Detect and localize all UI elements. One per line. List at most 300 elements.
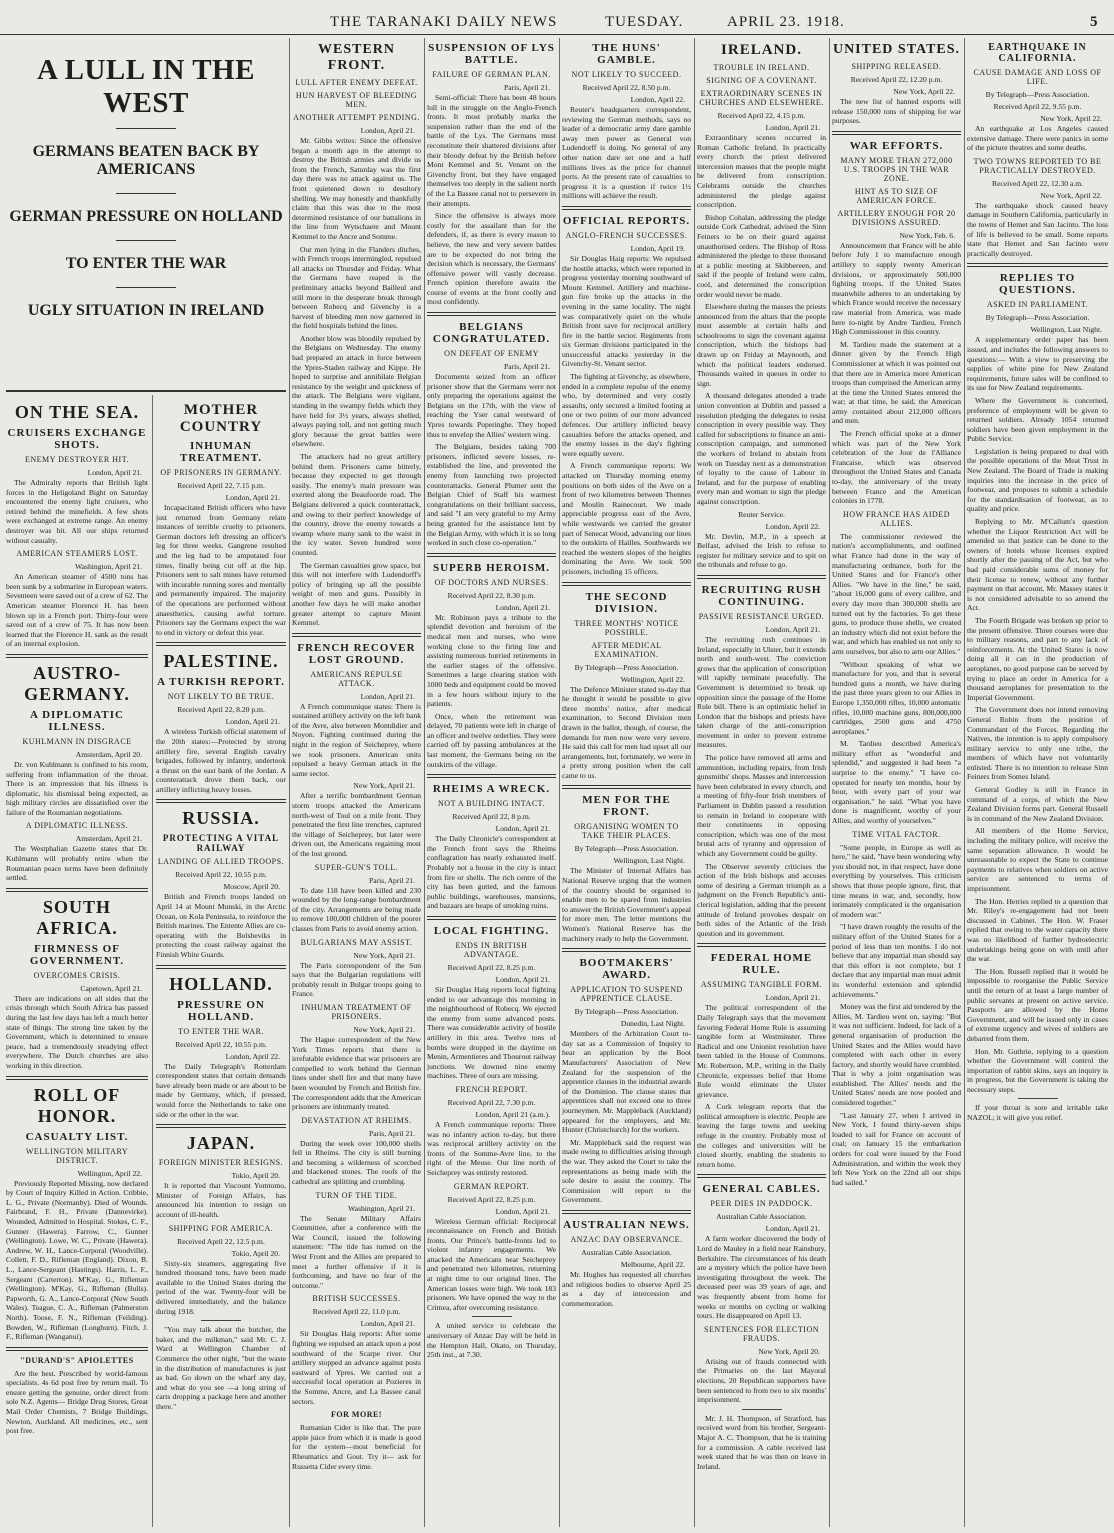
article-body: Announcement that France will be able before July 1 to manufacture enough artillery to supply twenty American divisions, or approximately 500,000 fighting troops, if the United States meanwhile adheres to an undertaking by which France would receive the necessary raw material from America, was made here to-night by Andre Tardieu, French High Commissioner in this country.: [832, 240, 961, 337]
section-heading: MOTHER COUNTRY: [179, 402, 263, 435]
divider: [156, 965, 286, 969]
dateline: London, April 21.: [360, 1319, 415, 1329]
divider: [6, 1347, 148, 1351]
article-heading: OFFICIAL REPORTS.: [562, 214, 691, 227]
article-subheading: FAILURE OF GERMAN PLAN.: [432, 70, 551, 79]
article-subheading: NOT LIKELY TO BE TRUE.: [167, 692, 275, 702]
divider: [742, 1409, 782, 1410]
column-rule: [559, 38, 560, 1527]
article-body: Another blow was bloodily repulsed by the Belgians on Wednesday. The enemy had prepared an attack in force between the Ypres-Staden railway and Kippe. He hoped to surprise and annihilate Belgian resistance by the weight and quickness of the attack. The Belgians were vigilant, standing in the swampy fields which they have held for 3½ years, always shelled, always paying toll, and not getting much glory because the great battles were elsewhere.: [292, 333, 421, 449]
article-subheading: ANGLO-FRENCH SUCCESSES.: [565, 230, 688, 240]
article-subheading: OVERCOMES CRISIS.: [33, 970, 121, 980]
article-body: Arising out of frauds connected with the Primaries on the last Mayoral elections, 20 Republican supporters have been sentenced to from two to six months' imprisonment.: [697, 1356, 826, 1405]
column-3: [292, 38, 421, 1527]
article-subheading: ANOTHER ATTEMPT PENDING.: [293, 113, 420, 122]
dateline: Wellington, Last Night.: [1030, 325, 1102, 335]
article-subheading: INHUMAN TREATMENT OF PRISONERS.: [301, 1002, 412, 1021]
article-heading: PROTECTING A VITAL RAILWAY: [162, 833, 280, 854]
dateline: London, April 21.: [495, 602, 550, 612]
article-body: The commissioner reviewed the nation's accomplishments, and outlined what France had done in the way of manufacturing ordnance, both for the United States and for France's other Allies. "We have in the line," he said, "about 16,000 guns of every calibre, and every day more than 300,000 shells are turned out by the factories. To get these guns, to produce those shells, we created an industry which did not exist before the war, and which has enabled us not only to arm ourselves, but also to arm our Allies.": [832, 531, 961, 656]
section-heading: ROLL OF HONOR.: [33, 1084, 121, 1126]
section-heading: WESTERN FRONT.: [317, 42, 396, 73]
article-heading: FIRMNESS OF GOVERNMENT.: [29, 942, 125, 967]
article-body: An American steamer of 4500 tons has been sunk by a submarine in European waters. Seventeen were saved out of a crew of 62. The American steamer Florence H. has been blown up in a French port. Thirty-four were saved out of a crew of 75. It has now been learned that the Florence H. sank as the result of an internal explosion.: [6, 572, 148, 649]
article-body: The Daily Chronicle's correspondent at the French front says the Rheims conflagration has nearly exhausted itself. Probably not a house in the city is intact from fire or shells. The rich centre of the city has been gutted, and the famous public buildings, warehouses, mansions, and bazaars are heaps of smoking ruins.: [427, 834, 556, 911]
divider: [562, 582, 691, 586]
divider: [427, 774, 556, 778]
article-subheading: SUPER-GUN'S TOLL.: [314, 862, 399, 872]
masthead-title: THE TARANAKI DAILY NEWS: [330, 14, 558, 30]
divider: [116, 193, 176, 194]
dateline: Washington, April 21.: [348, 1203, 415, 1213]
article-body: Sir Douglas Haig reports local fighting ended to our advantage this morning in the neighbourhood of Robecq. We ejected the enemy from some advanced posts. There was considerable activity of hostile artillery in this area. Twelve tons of bombs were dropped in the daytime on Menin, Armentieres and Thourout railway junctions. We downed nine enemy machines. Three of ours are missing.: [427, 985, 556, 1081]
dateline: New York, April 21.: [353, 1024, 415, 1034]
column-rule: [152, 395, 153, 1527]
dateline: New York, April 20.: [758, 1346, 820, 1356]
article-heading: THE HUNS' GAMBLE.: [592, 42, 661, 66]
received-time: Received April 22, 8.25 p.m.: [447, 963, 536, 972]
article-subheading: GERMAN REPORT.: [453, 1181, 530, 1191]
article-subheading: TWO TOWNS REPORTED TO BE PRACTICALLY DESTROYED.: [973, 156, 1102, 175]
column-rule: [289, 38, 290, 1527]
article-body: Documents seized from an officer prisoner show that the Germans were not only preparing the operations against the Belgians on the 17th, with the view of reaching the Yser canal westward of Ypres towards Poperinghe. They hoped thus to envelop the Allies' western wing.: [427, 372, 556, 439]
section-heading: HOLLAND.: [169, 973, 273, 994]
article-body: Mr. Hughes has requested all churches and religious bodies to observe April 25 as a day of intercession and commemoration.: [562, 1269, 691, 1308]
article-heading: WAR EFFORTS.: [849, 139, 944, 152]
dateline: New York, April 22.: [893, 87, 955, 96]
article-subheading: TIME VITAL FACTOR.: [852, 829, 941, 839]
article-body: Previously Reported Missing, now declared by Court of Inquiry Killed in Action. Cribbie, L. G., Private (Normanby). Died of Wounds. Fairbrand, F. H., Private (Dannevirke). Wounded, Admitted to Hospital. Stokes, C. F., Gunner (Hawera). Farrow, C., Gunner (Wellington). Lowe, W. C., Private (Hawera). Andrew, W. H., Lance-Corporal (Woodville). Collett, F. D., Rifleman (England). Dixon, B. L., Lance-Sergeant (Hastings). Harris, L. F., Sergeant (Carterton). M'Kay, G., Rifleman (Wellington). M'Kay, G., Rifleman (Bulls). Papworth, G. A., Lance-Corporal (New South Wales). Teague, C. A., Rifleman (Palmerston North). Toose, F. N., Rifleman (Feilding). Bowden, W., Rifleman (Longburn). Fitch, J. F., Rifleman (Wanganui).: [6, 1178, 148, 1342]
article-body: British and French troops landed on April 14 at Mount Munski, in the Arctic Ocean, on Kola Peninsula, to reinforce the British marines. The Entente Allies are co-operating with the Bolsheviks in protecting the coast railway against the Finnish White Guards.: [156, 892, 286, 960]
dateline: London, April 21.: [360, 126, 415, 135]
article-heading: GENERAL CABLES.: [702, 1183, 821, 1196]
article-body: The Government does not intend removing General Robin from the position of Commandant of the Forces. Regarding the Natives, the intention is to apply compulsory military service to only one tribe, the members of which have not voluntarily enlisted. There is no intention to release Sinn Feiners from Somes Island.: [967, 705, 1108, 782]
article-heading: THE SECOND DIVISION.: [585, 590, 668, 615]
column-6: [697, 38, 826, 1527]
article-body: A French communique reports: There was no infantry action to-day, but there was reciprocal artillery activity on the fronts of the Somme-Avre line, to the right of the Meuse. Our line north of Seicheprey was entirely restored.: [427, 1119, 556, 1177]
divider: [116, 287, 176, 288]
received-time: Received April 22, 11.0 p.m.: [312, 1307, 401, 1317]
divider: [967, 263, 1108, 267]
article-heading: BELGIANS CONGRATULATED.: [432, 321, 551, 346]
divider: [697, 943, 826, 947]
advertisement-body: Rumanian Cider is like that. The pure apple juice from which it is made is good for the system—most beneficial for Rheumatics and Gout. Try it— ask for Russetta Cider every time.: [292, 1423, 421, 1471]
advertisement-body: Are the best. Prescribed by world-famous specialists. 4s 6d post free by return mail. To ensure getting the genuine, order direct from sole N.Z. Agents— Bridge Drug Stores, Great Mail Order Chemists, 7 Bridge Buildings, Newton, Auckland. All medicines, etc., sent post free.: [6, 1368, 148, 1436]
article-body: Mr. Robinson pays a tribute to the splendid devotion and heroism of the medical men and nurses, who were working close to the firing line and assisting numerous hurried retirements in the earlier stages of the offensive. Sometimes a large clearing station with 1000 beds and equipment could be moved in a few hours without injury to the patients.: [427, 612, 556, 709]
article-body: Once, when the retirement was delayed, 70 patients were left in charge of an officer and twelve orderlies. They were carried off by passing ambulances at the last moment, the Germans being on the outskirts of the village.: [427, 711, 556, 769]
article-body: To date 118 have been killed and 230 wounded by the long-range bombardment of the city. Arrangements are being made to remove 100,000 children of the poorer classes from Paris to avoid enemy action.: [292, 885, 421, 933]
article-body: It is reported that Viscount Yomtomo, Minister of Foreign Affairs, has announced his intention to resign on account of ill-health.: [156, 1181, 286, 1219]
dateline: Dunedin, Last Night.: [620, 1019, 685, 1029]
article-subheading: SHIPPING RELEASED.: [851, 62, 942, 71]
dateline: Washington, April 21.: [75, 562, 142, 572]
article-subheading: SIGNING OF A COVENANT.: [706, 76, 817, 85]
article-body: "I have drawn roughly the results of the military effort of the United States for a period of less than ten months. I do not believe that any impartial man should say that this effort is not complete, but I declare that any impartial man must admit its wonderful extension and splendid achievements.": [832, 922, 961, 999]
article-subheading: MANY MORE THAN 272,000 U.S. TROOPS IN THE WAR ZONE.: [840, 155, 953, 183]
column-1: [6, 398, 148, 1527]
column-4: [427, 38, 556, 1527]
dateline: New York, Feb. 6.: [899, 230, 955, 240]
section-heading: ON THE SEA.: [14, 402, 140, 422]
section-heading: IRELAND.: [721, 42, 802, 58]
article-body: Mr. Devlin, M.P., in a speech at Belfast, advised the Irish to refuse to register for military service and to spit on the tribunals and refuse to go.: [697, 531, 826, 570]
divider: [292, 633, 421, 637]
dateline: Amsterdam, April 21.: [75, 834, 142, 844]
advertisement-heading: FOR MORE!: [331, 1410, 382, 1420]
article-heading: PRESSURE ON HOLLAND.: [177, 998, 265, 1023]
divider: [6, 654, 148, 658]
article-subheading: AFTER MEDICAL EXAMINATION.: [591, 640, 662, 659]
divider: [697, 1174, 826, 1178]
advertisement-heading: "DURAND'S" APIOLETTES: [20, 1355, 134, 1365]
lede-subhead: GERMAN PRESSURE ON HOLLAND: [9, 208, 283, 225]
article-body: The Minister of Internal Affairs has National Reserve urging that the women of the country should be organised to enable men to be spared from industries to answer the British Government's appeal for more men. The letter mentions the Women's National Reserve has the machinery ready to help the Government.: [562, 866, 691, 943]
masthead: [0, 0, 1114, 35]
column-7: [832, 38, 961, 1527]
article-body: During the week over 100,000 shells fell in Rheims. The city is still burning and becoming a wilderness of scorched and blackened stones. The roofs of the cathedral are splitting and crumbling.: [292, 1138, 421, 1187]
received-time: Received April 22, 10.55 p.m.: [175, 1039, 267, 1049]
divider: [427, 916, 556, 920]
article-body: Reuter's headquarters correspondent, reviewing the German methods, says no leader of a democratic army dare gamble away men power as General von Ludendorff is doing. No general of any other nation dare set one and a half millions lives as the price for channel ports. At the present rate of casualties to progress it is a question if twice 1½ millions will achieve the result.: [562, 105, 691, 201]
dateline: London, April 19.: [630, 243, 685, 253]
divider: [562, 1210, 691, 1214]
received-time: Received April 22, 12.5 p.m.: [177, 1236, 265, 1246]
article-subheading: NOT A BUILDING INTACT.: [438, 799, 545, 809]
dateline: Paris, April 21.: [504, 362, 550, 372]
divider: [832, 131, 961, 135]
article-body: Mr. Mappleback said the request was made owing to difficulties arising through the war. They asked the Court to take the representations as being made with the sole desire to assist the country. The Commission will report to the Government.: [562, 1137, 691, 1205]
article-subheading: TO ENTER THE WAR.: [178, 1026, 264, 1036]
received-time: Received April 22, 7.15 p.m.: [177, 481, 265, 490]
article-heading: CRUISERS EXCHANGE SHOTS.: [7, 427, 147, 451]
dateline: Tokio, April 20.: [231, 1248, 280, 1258]
article-body: Incapacitated British officers who have just returned from Germany relate instances of terrible cruelty to prisoners. German doctors left dressing an officer's leg for three weeks. Gangrene resulted and the leg had to be amputated four times, finally being cut off at the hip. Prisoners sent to salt mines have returned with incurable running sores and mentally and permanently impaired. The majority of the operations are performed without anaesthetics, causing awful torture. Prisoners say the Germans expect the war to end in victory or defeat this year.: [156, 503, 286, 637]
article-heading: FEDERAL HOME RULE.: [710, 952, 813, 977]
article-subheading: OF PRISONERS IN GERMANY.: [160, 468, 282, 477]
article-body: The political correspondent of the Daily Telegraph says that the movement favoring Federal Home Rule is assuming tangible form at Westminster. Three Radical and one Unionist resolution have been tabled in the House of Commons. Mr. Robertson, M.P., writing in the Daily Chronicle, expresses belief that Home Rule would eliminate the Ulster grievance.: [697, 1003, 826, 1099]
dateline: London, April 21.: [765, 1224, 820, 1234]
byline: By Telegraph—Press Association.: [985, 313, 1090, 323]
dateline: London, April 21 (a.m.).: [475, 1109, 550, 1119]
byline: By Telegraph—Press Association.: [574, 1007, 679, 1017]
article-body: A Cork telegram reports that the political atmosphere is electric. People are leaving the large towns and seeking refuge in the country. Probably most of the colleges and universities will be closed shortly, enabling the students to return home.: [697, 1102, 826, 1169]
article-subheading: EXTRAORDINARY SCENES IN CHURCHES AND ELSEWHERE.: [699, 89, 824, 107]
article-body: The recruiting rush continues in Ireland, especially in Ulster, but it extends north and south-west. The conviction grows that the application of conscription will rapidly terminate peacefully. The Government is determined to break up opposition since the passage of the Home Rule bill. There is an optimistic belief in London that the bishops and priests have taken charge of the anti-conscription movement in order to prevent extreme measures.: [697, 634, 826, 750]
received-time: Received April 22, 8.20 p.m.: [177, 705, 265, 715]
divider: [116, 240, 176, 241]
article-subheading: ON DEFEAT OF ENEMY: [444, 349, 539, 359]
article-body: Semi-official: There has been 48 hours lull in the struggle on the Anglo-French fronts. It most probably marks the suspension rather than the end of the battle of the Lys. The Germans must reconstitute their shattered divisions after their bloody defeat by the British before Mont Kemmel and St. Venant on the Givenchy front, but they have engaged themselves too deeply in the salient north of the La Bassee canal not to persevere in their attempts.: [427, 93, 556, 208]
dateline: Paris, April 21.: [369, 875, 415, 885]
article-body: "You may talk about the butcher, the baker, and the milkman," said Mr. C. J. Ward at Wellington Chamber of Commerce the other night, "but the waste in the distribution of manufactures is just as bad. Go down on the wharf any day, and what do you see —a long string of carts dropping a package here and another there.": [156, 1325, 286, 1411]
divider: [6, 1076, 148, 1080]
article-subheading: BRITISH SUCCESSES.: [312, 1294, 401, 1304]
article-subheading: ORGANISING WOMEN TO TAKE THEIR PLACES.: [574, 822, 679, 841]
divider: [1018, 1098, 1058, 1099]
article-subheading: OF DOCTORS AND NURSES.: [434, 577, 549, 587]
divider: [562, 948, 691, 952]
article-body: The German casualties grow space, but this will not interfere with Ludendorff's policy of bringing up all the possible weight of men and guns. Possibly in another few days he will make another greater attempt to capture Mount Kemmel.: [292, 560, 421, 628]
dateline: London, April 22.: [630, 95, 685, 104]
article-heading: RECRUITING RUSH CONTINUING.: [701, 583, 822, 608]
divider: [156, 799, 286, 803]
section-heading: AUSTRO-GERMANY.: [24, 662, 130, 704]
received-time: Received April 22, 8.25 p.m.: [447, 1194, 536, 1204]
dateline: London, April 21.: [765, 993, 820, 1003]
divider: [201, 1320, 241, 1321]
article-heading: A DIPLOMATIC ILLNESS.: [30, 708, 124, 733]
article-heading: LULL AFTER ENEMY DEFEAT.: [295, 78, 418, 87]
dateline: Melbourne, April 22.: [620, 1259, 685, 1269]
dateline: New York, April 21.: [353, 781, 415, 791]
lede-headline: A LULL IN THE WEST: [37, 54, 255, 119]
article-body: Mr. J. H. Thompson, of Stratford, has received word from his brother, Sergeant-Major A. C. Thompson, that he is training for a commission. A cable received last week stated that he was then on leave in Ireland.: [697, 1413, 826, 1471]
article-body: The Hague correspondent of the New York Times reports that there is irrefutable evidence that war prisoners are compelled to work behind the German lines under shell fire and that many have been wounded by French and British fire. The correspondent adds that the American prisoners are inhumanly treated.: [292, 1034, 421, 1112]
article-heading: SUSPENSION OF LYS BATTLE.: [428, 42, 555, 66]
divider: [427, 553, 556, 557]
article-body: Bishop Cohalan, addressing the pledge outside Cork Cathedral, advised the Sinn Feiners to be on their guard against unauthorised orders. The Bishop of Ross administered the pledge to three thousand at a public meeting at Skibbereen, and said if the people of Ireland were calm, cool, and determined the conscription order would never be made.: [697, 212, 826, 299]
dateline: London, April 21.: [765, 624, 820, 634]
lede-bottom-rule: [6, 390, 286, 392]
dateline: London, April 21.: [225, 717, 280, 727]
article-heading: FRENCH RECOVER LOST GROUND.: [297, 641, 416, 666]
dateline: New York, April 21.: [353, 950, 415, 960]
article-subheading: AMERICANS REPULSE ATTACK.: [310, 669, 403, 688]
article-heading: CASUALTY LIST.: [25, 1130, 129, 1143]
article-body: The Hon. Russell replied that it would be impossible to reorganise the Public Service until the return of at least a large number of public servants at present on active service. Passports are allowed by the Home Government, and will be issued only in cases of extreme urgency and wives of soldiers are debarred from them.: [967, 966, 1108, 1043]
article-body: The Observer severely criticises the action of the Irish bishops and accuses some of desiring a German triumph as a judgment on the French Republic's anti-clerical legislation, adding that the present attitude of Ireland provokes despair on both sides of the Atlantic of the Irish question and its government.: [697, 861, 826, 938]
byline: By Telegraph—Press Association.: [574, 844, 679, 854]
article-body: A farm worker discovered the body of Lord de Mauley in a field near Rainsbury, Berkshire. The circumstances of his death are a mystery which the police have been investigating throughout the week. The deceased peer was 39 years of age, and was frequently absent from home for weeks or months on cycling or walking tours. He disappeared on April 13.: [697, 1234, 826, 1321]
article-body: An earthquake at Los Angeles caused extensive damage. There were panics in some of the picture theatres and some deaths.: [967, 124, 1108, 153]
article-subheading: ARTILLERY ENOUGH FOR 20 DIVISIONS ASSURED.: [837, 208, 956, 227]
article-body: The Admiralty reports that British light forces in the Heligoland Bight on Saturday encountered the enemy light cruisers, who retired behind the minefields. A few shots were exchanged at extreme range. An enemy destroyer was hit. All our ships returned without casualty.: [6, 478, 148, 545]
article-subheading: FOREIGN MINISTER RESIGNS.: [158, 1158, 284, 1168]
article-subheading: ENEMY DESTROYER HIT.: [25, 455, 129, 464]
article-subheading: APPLICATION TO SUSPEND APPRENTICE CLAUSE.: [570, 985, 683, 1004]
divider: [6, 888, 148, 892]
article-body: The Daily Telegraph's Rotterdam correspondent states that certain demands have already been made or are about to be made by Germany, which, if pressed, would force the Netherlands to take one side or the other in the war.: [156, 1061, 286, 1119]
dateline: London, April 21.: [495, 1206, 550, 1216]
article-body: Sir Douglas Haig reports: After some fighting we repulsed an attack upon a post southward of the Scarpe river. Our artillery stopped an advance against posts eastward of Ypres. We carried out a successful local operation at Pozieres in the Somme, Ancre, and La Bassee canal sectors.: [292, 1329, 421, 1406]
article-body: Members of the Arbitration Court to-day sat as a Commission of Inquiry to hear an application by the Boot Manufacturers' Association of New Zealand for the suspension of the apprentice clauses in the industrial awards of the Dominion. The clause states that apprentices shall not exceed one to three journeymen. Mr. Mappleback (Auckland) appeared for the employers, and Mr. Hunter (Christchurch) for the workers.: [562, 1029, 691, 1135]
article-subheading: NOT LIKELY TO SUCCEED.: [571, 70, 682, 79]
article-body: There are indications on all sides that the crisis through which South Africa has passed during the last few days has left a much better state of things. The strong line taken by the Government, which is determined to ensure peace, had a tremendously steadying effect everywhere. The Dutch churches are also working in this direction.: [6, 993, 148, 1070]
article-body: After a terrific bombardment German storm troops attacked the Americans north-west of Toul on a mile front. They penetrated the first line trenches, captured the village of Seicheprey, but later were driven out, the Americans regaining most of the lost ground.: [292, 791, 421, 858]
lede-block: [6, 38, 286, 388]
dateline: Capetown, April 21.: [80, 983, 142, 993]
article-body: "Some people, in Europe as well as here," he said, "have been wondering why you should not, in that respect, have done everything by yourselves. This criticism shows that those people ignore, first, that time means in war, and, secondly, how intimately complicated is the organisation of modern war.": [832, 842, 961, 919]
dateline: Tokio, April 20.: [231, 1171, 280, 1181]
divider: [697, 575, 826, 579]
divider: [472, 1316, 512, 1317]
article-heading: SUPERB HEROISM.: [432, 561, 551, 574]
dateline: London, April 21.: [495, 824, 550, 834]
section-heading: SOUTH AFRICA.: [36, 896, 118, 938]
article-subheading: ASKED IN PARLIAMENT.: [986, 300, 1089, 310]
article-subheading: FRENCH REPORT.: [455, 1084, 528, 1094]
lede-subhead: UGLY SITUATION IN IRELAND: [27, 302, 265, 319]
article-heading: INHUMAN TREATMENT.: [179, 440, 262, 464]
received-time: Received April 22, 12.30 a.m.: [991, 178, 1084, 188]
article-body: Money was the first aid tendered by the Allies, M. Tardieu went on, saying: "But it was not sufficient. Indeed, for lack of a general organisation of production the United States and the Allies would have completed with each other in every factory, and shortly would have crumbled. That is why a joint organisation was established. The Allies' needs and the United States' needs are now pooled and considered together.": [832, 1002, 961, 1108]
article-subheading: SENTENCES FOR ELECTION FRAUDS.: [704, 1324, 819, 1343]
article-body: The Westphalian Gazette states that Dr. Kuhlmann will probably retire when the Roumanian peace terms have been definitely settled.: [6, 844, 148, 883]
article-subheading: CAUSE DAMAGE AND LOSS OF LIFE.: [973, 68, 1102, 86]
dateline: London, April 21.: [360, 691, 415, 701]
article-body: A united service to celebrate the anniversary of Anzac Day will be held in the Hempton Hall, Okato, on Thursday, 25th inst., at 7.30.: [427, 1321, 556, 1360]
lede-subhead: GERMANS BEATEN BACK BY AMERICANS: [32, 143, 260, 178]
article-subheading: LANDING OF ALLIED TROOPS.: [157, 857, 285, 867]
divider: [562, 785, 691, 789]
dateline: Amsterdam, April 20.: [75, 749, 142, 759]
article-heading: A TURKISH REPORT.: [157, 676, 285, 689]
article-body: The police have removed all arms and ammunition, including repairs, from Irish gunsmiths' shops. Masses and intercession have been celebrated in every church, and a meeting of fifty-four Irish members of Parliament in Dublin passed a resolution to remain in Ireland to cooperate with their constituents in opposing conscription, which was one of the most brutal acts of tyranny and oppression of which any Government could be guilty.: [697, 753, 826, 858]
masthead-date: APRIL 23. 1918.: [727, 14, 845, 30]
article-subheading: PEER DIES IN PADDOCK.: [710, 1199, 813, 1209]
article-body: "Without speaking of what we manufacture for you, and that is several hundred guns a month, we have during the past three years given to our Allies in Europe 1,350,000 rifles, 10,000 automatic rifles, 10,000 machine guns, 800,000,000 cartridges, 2500 guns and 4750 aeroplanes.": [832, 659, 961, 736]
article-body: M. Tardieu described America's military effort as "wonderful and splendid," and suggested it had been "a surprise to the enemy." "I have co-operated for nearly ten months, hour by hour, with every part of your war organisation," he said. "What you have done is magnificent, worthy of your Allies, and worthy of yourselves.": [832, 739, 961, 826]
divider: [156, 642, 286, 646]
article-body: The Belgians, besides taking 700 prisoners, inflicted severe losses, re-established the line, and prevented the enemy from launching two projected counterattacks. General Plumer sent the Belgian Chief of Staff his warmest congratulations on their brilliant success, and said "I am very grateful to my Army being granted for the assistance lent by the Belgian Army, with which it is so long worked in such close co-operation.": [427, 442, 556, 548]
article-subheading: THREE MONTHS' NOTICE POSSIBLE.: [574, 618, 679, 637]
article-body: "Last January 27, when I arrived in New York, I found thirty-seven ships loaded to sail for France on account of coal; on January 15 the embarkation orders for coal were issued by the Food Administration, and within the week they left New York on the 22nd all our ships had sailed.": [832, 1110, 961, 1187]
dateline: Paris, April 21.: [504, 83, 550, 92]
article-body: Mr. Gibbs writes: Since the offensive began a month ago in the attempt to destroy the British armies and divide us from the French, Saturday was the first day there was no attack against us. The front quietened down to desultory shelling. We may honestly and thankfully claim that this was due to the most determined resistance of our battalions in the line from Wytschaete and Mount Kemmel to the Ancre and Somme.: [292, 136, 421, 241]
dateline: Paris, April 21.: [369, 1128, 415, 1138]
received-time: Received April 22, 7.30 p.m.: [447, 1097, 536, 1107]
article-body: A wireless Turkish official statement of the 20th states:—Protected by strong artillery fire, several English cavalry brigades, followed by infantry, undertook a thrust on the east bank of the Jordan. A counterattack drove them back, our artillery inflicting heavy losses.: [156, 727, 286, 794]
divider: [116, 128, 176, 129]
article-body: Since the offensive is always more costly for the assailant than for the defenders, if, as there is every reason to believe, the new and very severe battles are to be expected do not bring the decision which is necessary, the Germans' offensive power will vastly decrease. French opinion therefore awaits the course of events at the front coolly and most confidently.: [427, 211, 556, 307]
divider: [562, 206, 691, 210]
article-heading: LOCAL FIGHTING.: [433, 925, 550, 937]
dateline: London, April 21.: [87, 468, 142, 477]
article-body: Replying to Mr. M'Callum's question whether the Liquor Restriction Act will be amended so that justice can be done to the owners of hotels whose licenses expired shortly after the passing of the Act, but who had paid considerable sums of money for their license to renew, without any further payment on that account, Mr. Massey states it is not considered advisable to so amend the Act.: [967, 517, 1108, 613]
received-time: Received April 22, 8.50 p.m.: [582, 83, 671, 92]
article-subheading: WELLINGTON MILITARY DISTRICT.: [25, 1146, 129, 1165]
byline: Australian Cable Association.: [581, 1247, 672, 1257]
article-body: Our men lying in the Flanders ditches, with French troops intermingled, repulsed all attacks on Thursday and Friday. What the Germans have reaped is the preliminary attacks beyond Bailleul and still more in the desperate break through between Robecq and Givenchy is a harvest of bleeding men now garnered in the field hospitals behind the lines.: [292, 244, 421, 331]
byline: By Telegraph—Press Association.: [574, 662, 679, 672]
article-body: A supplementary order paper has been issued, and includes the following answers to questions:— With a view to preserving the supplies of white pine for New Zealand requirements, future sales will be confined to its use for New Zealand requirements.: [967, 335, 1108, 393]
article-subheading: A DIPLOMATIC ILLNESS.: [25, 821, 129, 831]
article-subheading: AMERICAN STEAMERS LOST.: [16, 549, 138, 559]
article-body: The Defence Minister stated to-day that he thought it would be possible to give three months' notice, after medical examination, to Second Division men drawn in the ballot, though, of course, the demands for men now were very severe. He said this call for men had upset all our arrangements, but, fortunately, we were in a pretty strong position when the call came to us.: [562, 684, 691, 780]
dateline: Moscow, April 20.: [223, 882, 280, 892]
article-body: The Fourth Brigade was broken up prior to the present offensive. Three courses were due to military reasons, and part to any lack of reinforcements. At the United States is now doing all it can in the production of aeroplanes, no good purpose can be served by trying to place an order in America for a thousand aeroplanes for presentation to the Imperial Government.: [967, 615, 1108, 702]
column-8: [967, 38, 1108, 1527]
dateline: London, April 22.: [765, 521, 820, 531]
column-rule: [424, 38, 425, 1527]
article-heading: MEN FOR THE FRONT.: [582, 794, 671, 819]
article-body: The earthquake shock caused heavy damage in Southern California, particularly in the towns of Hemet and San Jacinto. The loss of life is believed to be small. Some reports state that Hemet and San Jacinto were practically destroyed.: [967, 200, 1108, 258]
article-subheading: ANZAC DAY OBSERVANCE.: [570, 1234, 683, 1244]
article-body: Sixty-six steamers, aggregating five hundred thousand tons, have been made available to the United States during the period of the war. Twenty-four will be delivered immediately, and the balance during 1918.: [156, 1258, 286, 1316]
article-body: A French communique states: There is sustained artillery activity on the left bank of the Avre, also between Montdidier and Noyon. Fighting continued during the night in the region of Seicheprey, where we took prisoners. American units repulsed a heavy German attack in the same sector.: [292, 701, 421, 778]
article-body: M. Tardieu made the statement at a dinner given by the French High Commissioner at which it was pointed out that there are in America more American troops than comprised the American army at the time the United States entered the war; at that time, he said, the American army contained about 212,000 officers and men.: [832, 339, 961, 426]
dateline: Wellington, April 22.: [77, 1168, 142, 1178]
article-body: The Hon. Herries replied to a question that Mr. Riley's re-engagement had not been discussed in Cabinet. The Hon. W. Fraser replied that owing to the water capacity there was no likelihood of further hydroelectric undertakings being gone on with until after the war.: [967, 896, 1108, 964]
byline: Reuter Service.: [738, 509, 785, 519]
received-time: Received April 22, 9.55 p.m.: [993, 102, 1082, 111]
section-heading: JAPAN.: [186, 1133, 256, 1154]
dateline: Wellington, April 22.: [620, 674, 685, 684]
article-body: Legislation is being prepared to deal with the possible operations of the Meat Trust in New Zealand. The Board of Trade is making inquiries into the increase in the price of footwear, and proposes to submit a schedule for the standardisation of footwear, as to quality and price.: [967, 446, 1108, 514]
dateline: New York, April 22.: [1040, 114, 1102, 123]
received-time: Received April 22, 8.30 p.m.: [447, 590, 536, 600]
article-subheading: DEVASTATION AT RHEIMS.: [301, 1115, 412, 1125]
column-rule: [964, 38, 965, 1527]
article-body: The attackers had no great artillery behind them. Prisoners came bitterly, because they expected to get through easily. The enemy's main pressure was exerted along the Beaufoorde road. The Belgians delivered a quick counterattack, and owing to their perfect knowledge of the country, drove the enemy towards a swamp where many sank to the waist in the icy water. Seven hundred were counted.: [292, 452, 421, 557]
article-subheading: TURN OF THE TIDE.: [315, 1190, 398, 1200]
column-rule: [829, 38, 830, 1527]
article-subheading: HINT AS TO SIZE OF AMERICAN FORCE.: [854, 186, 939, 205]
received-time: Received April 22, 4.15 p.m.: [717, 111, 806, 120]
dateline: London, April 21.: [495, 975, 550, 984]
byline: By Telegraph—Press Association.: [985, 90, 1090, 99]
article-heading: TROUBLE IN IRELAND.: [713, 63, 810, 72]
article-body: The French official spoke at a dinner which was part of the New York celebration of the Jour de l'Alliance Francaise, which was observed throughout the United States and Canada to-day, the anniversary of the treaty between France and the American colonies in 1778.: [832, 429, 961, 506]
received-time: Received April 22, 10.55 p.m.: [175, 870, 267, 880]
article-subheading: SHIPPING FOR AMERICA.: [168, 1223, 274, 1233]
article-subheading: ASSUMING TANGIBLE FORM.: [700, 980, 823, 990]
dateline: Wellington, Last Night.: [613, 856, 685, 866]
article-body: Wireless German official: Reciprocal reconnaissance on French and British fronts. Our Prince's battle-fronts led to violent infantry engagements. We attacked the Americans near Seicheprey and penetrated two kilometres, returning at night time to our original lines. The American losses were high. We took 183 prisoners. We have opened the way to the Crimea, after overcoming resistance.: [427, 1216, 556, 1312]
section-heading: UNITED STATES.: [832, 42, 961, 57]
section-heading: PALESTINE.: [163, 651, 279, 672]
article-body: Extraordinary scenes occurred in Roman Catholic Ireland. In practically every church the priest delivered intercession masses that the people might be delivered from conscription. Celebrants outside the churches administered the pledge against conscription.: [697, 133, 826, 210]
received-time: Received April 22, 8 p.m.: [452, 812, 531, 822]
article-body: Dr. von Kuhlmann is confined to his room, suffering from inflammation of the throat. There is an impression that his illness is diplomatic, his dismissal being expected, as high military circles are dissatisfied over the failure of the Roumanian negotiations.: [6, 759, 148, 817]
article-body: The Senate Military Affairs Committee, after a conference with the War Council, issued the following statement: "The tide has turned on the West Front and the Allies are prepared to meet a further offensive if it is forthcoming, and have no fear of the outcome.": [292, 1213, 421, 1290]
article-heading: RHEIMS A WRECK.: [432, 783, 551, 796]
article-subheading: BULGARIANS MAY ASSIST.: [300, 937, 413, 947]
article-body: Hon. Mr. Guthrie, replying to a question whether the Government will control the importation of rabbit skins, says an inquiry is in progress, but the Government is taking the necessary steps.: [967, 1046, 1108, 1094]
byline: Australian Cable Association.: [716, 1212, 807, 1222]
received-time: Received April 22, 12.20 p.m.: [850, 75, 943, 84]
article-body: Sir Douglas Haig reports: We repulsed the hostile attacks, which were reported in progress yesterday morning southward of Mount Kemmel. Artillery and machine-gun fire broke up the attacks in the evening in the same locality. The night was comparatively quiet on the whole British front save for reciprocal artillery fire in the battle sector. Regiments from six German divisions participated in the unsuccessful attacks yesterday in the Givenchy-St. Venant sector.: [562, 253, 691, 369]
masthead-day: TUESDAY.: [605, 14, 684, 30]
article-heading: EARTHQUAKE IN CALIFORNIA.: [988, 42, 1087, 64]
article-body: General Godley is still in France in command of a corps, of which the New Zealand Division forms part. General Russell is in command of the New Zealand Division.: [967, 785, 1108, 823]
divider: [156, 1124, 286, 1128]
column-5: [562, 38, 691, 1527]
masthead-page-number: 5: [1090, 14, 1099, 30]
article-heading: BOOTMAKERS' AWARD.: [579, 957, 674, 982]
dateline: New York, April 22.: [1040, 190, 1102, 200]
lede-subhead: TO ENTER THE WAR: [65, 255, 227, 272]
article-subheading: ENDS IN BRITISH ADVANTAGE.: [455, 941, 528, 959]
article-body: All members of the Home Service, including the military police, will receive the same separation allowance. It would be unreasonable to expect the State to continue payments to relatives when soldiers on active service are sentenced to terms of imprisonment.: [967, 826, 1108, 893]
column-rule: [694, 38, 695, 1527]
article-body: The fighting at Givenchy, as elsewhere, ended in a complete repulse of the enemy who, by determined and very costly assaults, only secured a limited footing at one or two points of our more advanced defences. Our artillery inflicted heavy casualties before the attacks opened, and the enemy losses in the day's fighting were equally severe.: [562, 372, 691, 458]
article-subheading: PASSIVE RESISTANCE URGED.: [698, 611, 825, 621]
divider: [427, 312, 556, 316]
article-body: Where the Government is concerned, preference of employment will be given to returned soldiers. Already 1054 returned soldiers have been given employment in the Public Service.: [967, 395, 1108, 444]
article-heading: AUSTRALIAN NEWS.: [563, 1218, 690, 1231]
column-2: [156, 398, 286, 1527]
article-subheading: HOW FRANCE HAS AIDED ALLIES.: [843, 509, 950, 528]
advertisement-body: If your throat is sore and irritable take NAZOL; it will give you relief.: [967, 1103, 1108, 1123]
dateline: London, April 21.: [765, 123, 820, 132]
article-body: A thousand delegates attended a trade union convention at Dublin and passed a resolution pledging the delegates to resist conscription in every possible way. They called for subscriptions to finance an anti-conscription campaign, and summoned the workers of Ireland to abstain from work on Tuesday next as a demonstration of loyalty to the cause of Labour in Ireland, and for the purpose of enabling every man and woman to sign the pledge against conscription.: [697, 391, 826, 506]
article-body: The Paris correspondent of the Sun says that the Bulgarian regulations will probably result in Bulgar troops going to France.: [292, 960, 421, 999]
article-body: Elsewhere during the masses the priests announced from the altars that the people must assemble at certain halls and schoolrooms to sign the covenant against conscription, which the bishops had drawn up on Friday at Maynooth, and which the political leaders endorsed. Thousands waited in queues in order to sign.: [697, 302, 826, 388]
section-heading: RUSSIA.: [182, 808, 260, 829]
dateline: London, April 22.: [225, 1051, 280, 1061]
article-subheading: KUHLMANN IN DISGRACE: [22, 736, 132, 746]
